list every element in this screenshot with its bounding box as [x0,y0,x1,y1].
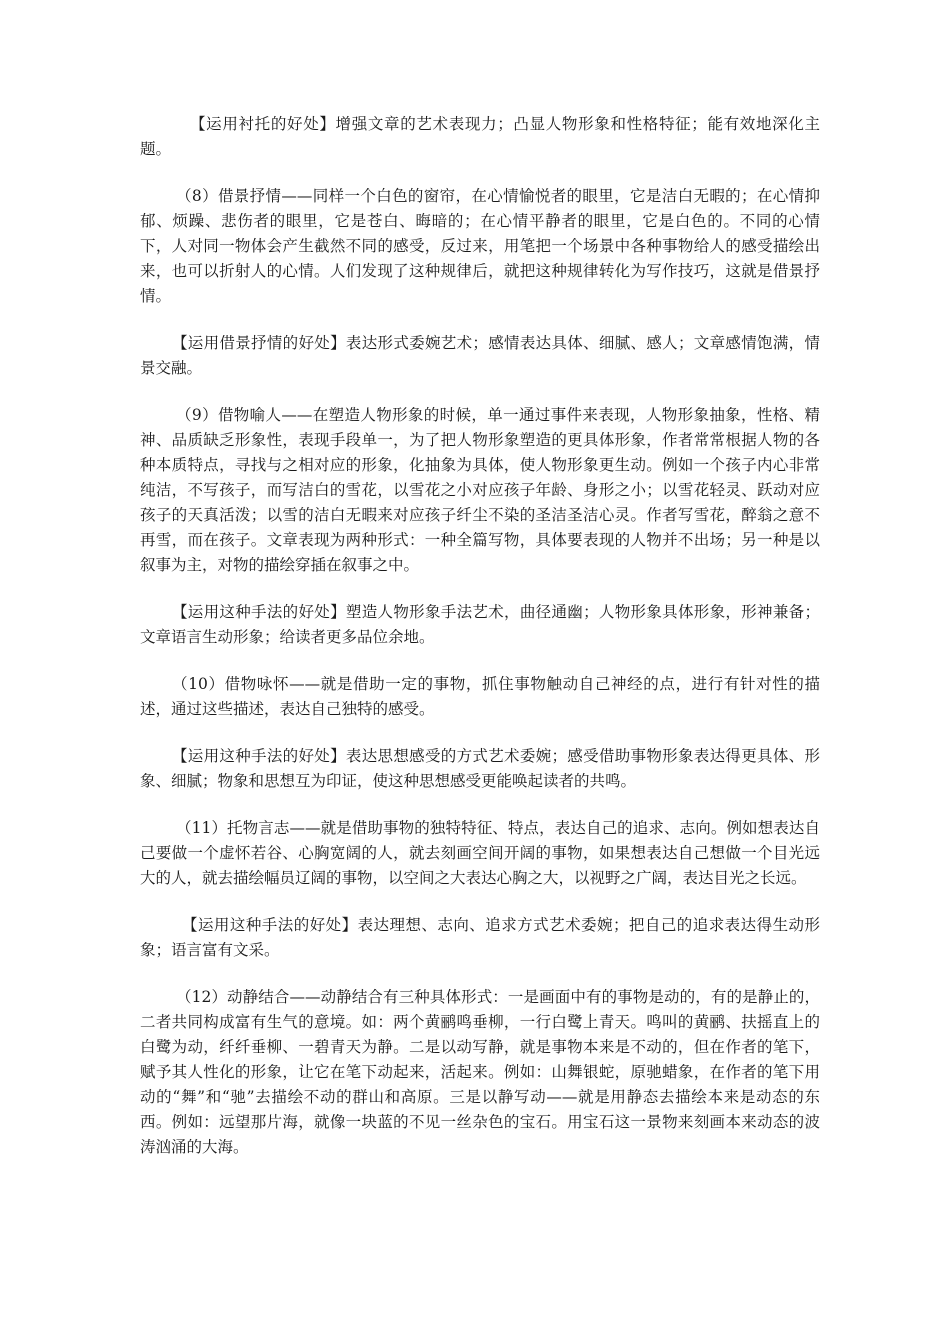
paragraph-object-feeling: （10）借物咏怀——就是借助一定的事物，抓住事物触动自己神经的点，进行有针对性的描述，通过这些描述，表达自己独特的感受。 [140,675,820,718]
paragraph-contrast-benefit: 【运用衬托的好处】增强文章的艺术表现力；凸显人物形象和性格特征；能有效地深化主题。 [140,115,820,158]
document-body [140,112,820,1182]
paragraph-motion-stillness: （12）动静结合——动静结合有三种具体形式：一是画面中有的事物是动的，有的是静止的，二者共同构成富有生气的意境。如：两个黄鹂鸣垂柳，一行白鹭上青天。鸣叫的黄鹂、扶摇直上的白鹭为动，纤纤垂柳、一碧青天为静。二是以动写静，就是事物本来是不动的，但在作者的笔下，赋予其人性化的形象，让它在笔下动起来，活起来。例如：山舞银蛇，原驰蜡象，在作者的笔下用动的“舞”和“驰”去描绘不动的群山和高原。三是以静写动——就是用静态去描绘本来是动态的东西。例如：远望那片海，就像一块蓝的不见一丝杂色的宝石。用宝石这一景物来刻画本来动态的波涛汹涌的大海。 [140,988,820,1156]
paragraph-scene-emotion: （8）借景抒情——同样一个白色的窗帘，在心情愉悦者的眼里，它是洁白无暇的；在心情抑郁、烦躁、悲伤者的眼里，它是苍白、晦暗的；在心情平静者的眼里，它是白色的。不同的心情下，人对同一物体会产生截然不同的感受，反过来，用笔把一个场景中各种事物给人的感受描绘出来，也可以折射人的心情。人们发现了这种规律后，就把这种规律转化为写作技巧，这就是借景抒情。 [140,187,820,305]
paragraph-object-feeling-benefit: 【运用这种手法的好处】表达思想感受的方式艺术委婉；感受借助事物形象表达得更具体、形象、细腻；物象和思想互为印证，使这种思想感受更能唤起读者的共鸣。 [140,747,820,790]
paragraph-object-person: （9）借物喻人——在塑造人物形象的时候，单一通过事件来表现，人物形象抽象，性格、精神、品质缺乏形象性，表现手段单一，为了把人物形象塑造的更具体形象，作者常常根据人物的各种本质特点，寻找与之相对应的形象，化抽象为具体，使人物形象更生动。例如一个孩子内心非常纯洁，不写孩子，而写洁白的雪花，以雪花之小对应孩子年龄、身形之小；以雪花轻灵、跃动对应孩子的天真活泼；以雪的洁白无暇来对应孩子纤尘不染的圣洁圣洁心灵。作者写雪花，醉翁之意不再雪，而在孩子。文章表现为两种形式：一种全篇写物，具体要表现的人物并不出场；另一种是以叙事为主，对物的描绘穿插在叙事之中。 [140,406,820,574]
paragraph-object-aspiration: （11）托物言志——就是借助事物的独特特征、特点，表达自己的追求、志向。例如想表达自己要做一个虚怀若谷、心胸宽阔的人，就去刻画空间开阔的事物，如果想表达自己想做一个目光远大的人，就去描绘幅员辽阔的事物，以空间之大表达心胸之大，以视野之广阔，表达目光之长远。 [140,819,820,887]
paragraph-object-person-benefit: 【运用这种手法的好处】塑造人物形象手法艺术，曲径通幽；人物形象具体形象，形神兼备；文章语言生动形象；给读者更多品位余地。 [140,603,820,646]
paragraph-scene-emotion-benefit: 【运用借景抒情的好处】表达形式委婉艺术；感情表达具体、细腻、感人；文章感情饱满，情景交融。 [140,334,820,377]
paragraph-object-aspiration-benefit: 【运用这种手法的好处】表达理想、志向、追求方式艺术委婉；把自己的追求表达得生动形象；语言富有文采。 [140,916,820,959]
